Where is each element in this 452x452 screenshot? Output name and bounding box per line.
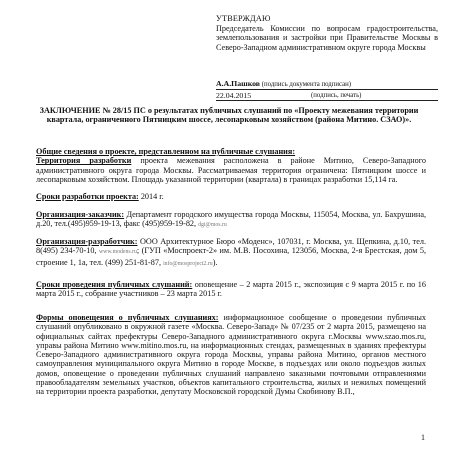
approval-block	[216, 14, 438, 52]
hearing-section	[36, 280, 426, 299]
territory-label: Территория разработки	[36, 156, 132, 166]
date-line	[216, 91, 438, 100]
developer-text-b: ; (ГУП «Моспроект-2» им. М.В. Посохина, 123056, Москва, 2-я Брестская, дом 5, строение 1, 1а, тел. (499) 251-81-87,	[36, 246, 427, 267]
signature-line	[216, 79, 438, 89]
signature-rule	[216, 89, 438, 90]
forms-text: информационное сообщение о проведении публичных слушаний опубликовано в окружной газете «Москва. Северо-Запад» № 07/235 от 2 марта 2015, размещено на официальных сайтах префектуры Северо-Западного административного округа г.Москвы www.szao.mos.ru, управы района Митино www.mitino.mos.ru, на информационных стендах, размещенных в зданиях префектуры Северо-Западного административного округа города Москвы, управы района Митино, органов местного самоуправления муниципального округа Митино в городе Москве, в подъездах или около подъездов жилых домов, оповещение о проведении публичных слушаний направлено заказными почтовыми отправлениями правообладателям земельных участков, объектов капитального строительства, жилых и нежилых помещений на территории проекта разработки, депутату Московской городской Думы Скобинову В.П.,	[36, 313, 426, 397]
forms-label: Формы оповещения о публичных слушаниях:	[36, 313, 219, 322]
date-note: (подпись, печать)	[311, 92, 362, 99]
developer-section	[36, 237, 426, 269]
date-rule	[216, 100, 438, 101]
document-title: ЗАКЛЮЧЕНИЕ № 28/15 ПС о результатах публичных слушаний по «Проекту межевания территории квартала, ограниченного Пятницким шоссе, лесопарковым хозяйством (района Митино. СЗАО)».	[39, 106, 419, 125]
signer-name: А.А.Пашков	[216, 79, 261, 88]
developer-website-link[interactable]: www.modens.ru	[98, 249, 137, 256]
dates-value: 2014 г.	[138, 192, 164, 201]
developer-text-a: ООО Архитектурное Бюро «Моденс», 107031, г. Москва, ул. Щепкина, д.10, тел. 8(495) 234-70-10,	[36, 237, 426, 256]
forms-section	[36, 313, 426, 397]
hearing-text: оповещение – 2 марта 2015 г., экспозиция с 9 марта 2015 г. по 16 марта 2015 г., собрание участников – 23 марта 2015 г.	[36, 280, 426, 299]
hearing-label: Сроки проведения публичных слушаний:	[36, 280, 193, 289]
client-label: Организация-заказчик:	[36, 210, 125, 219]
approval-text: Председатель Комиссии по вопросам градостроительства, землепользования и застройки при Правительстве Москвы в Северо-Западном административном округе города Москвы	[216, 24, 438, 52]
territory-text: проекта межевания расположена в районе Митино, Северо-Западного административного округа города Москвы. Рассматриваемая территория ограничена: Пятницким шоссе и лесопарковым хозяйством. Площадь указанной территории (квартала) в границах разработки 15,114 га.	[36, 156, 426, 184]
developer-label: Организация-разработчик:	[36, 237, 138, 246]
developer-email-link[interactable]: info@mosproject2.ru	[163, 260, 213, 267]
general-section	[36, 147, 426, 184]
approval-heading: УТВЕРЖДАЮ	[216, 14, 271, 23]
dates-label: Сроки разработки проекта:	[36, 192, 139, 201]
developer-text-c: ).	[212, 257, 218, 267]
client-text: Департамент городского имущества города Москвы, 115054, Москва, ул. Бахрушина, д.20, тел.(495)959-19-13, факс (495)959-19-82,	[36, 210, 426, 229]
page-number: 1	[421, 433, 425, 442]
signer-note: (подпись документа подписан)	[260, 81, 352, 88]
client-section	[36, 210, 426, 231]
client-email[interactable]: dgi@mos.ru	[198, 222, 227, 229]
dates-section	[36, 192, 426, 201]
general-label: Общие сведения о проекте, представленном на публичные слушания:	[36, 147, 296, 156]
approval-date: 22.04.2015	[216, 91, 252, 100]
